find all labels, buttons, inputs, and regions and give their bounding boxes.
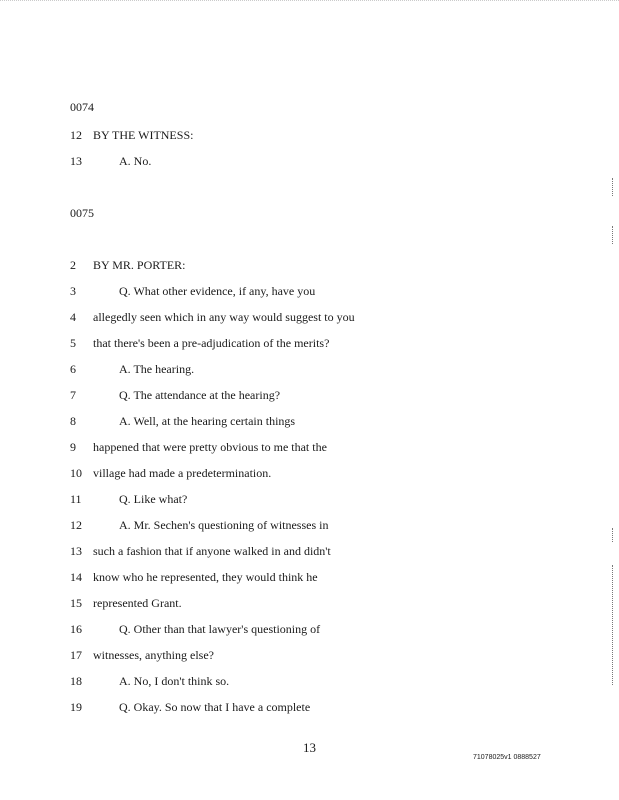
transcript-line <box>70 544 331 559</box>
line-number: 13 <box>70 154 82 168</box>
line-number: 17 <box>70 648 82 662</box>
line-text: represented Grant. <box>93 596 182 610</box>
scan-edge-marks <box>612 226 615 244</box>
transcript-line <box>70 440 327 455</box>
transcript-line <box>70 154 151 169</box>
line-text: A. Mr. Sechen's questioning of witnesses in <box>119 518 329 532</box>
line-text: Q. Other than that lawyer's questioning of <box>119 622 321 636</box>
line-number: 3 <box>70 284 76 298</box>
transcript-line <box>70 674 229 689</box>
transcript-line <box>70 284 315 299</box>
line-text: BY MR. PORTER: <box>93 258 186 272</box>
line-text: Q. The attendance at the hearing? <box>119 388 281 402</box>
line-text: village had made a predetermination. <box>93 466 272 480</box>
transcript-line <box>70 622 320 637</box>
line-text: A. No. <box>119 154 152 168</box>
footer-page-number: 13 <box>303 740 316 755</box>
line-number: 9 <box>70 440 76 454</box>
line-text: Q. Okay. So now that I have a complete <box>119 700 311 714</box>
line-number: 13 <box>70 544 82 558</box>
line-text: Q. What other evidence, if any, have you <box>119 284 316 298</box>
line-text: witnesses, anything else? <box>93 648 214 662</box>
transcript-line <box>70 362 194 377</box>
line-number: 8 <box>70 414 76 428</box>
line-number: 14 <box>70 570 82 584</box>
transcript-line <box>70 336 329 351</box>
transcript-line <box>70 414 295 429</box>
line-number: 5 <box>70 336 76 350</box>
line-text: know who he represented, they would think he <box>93 570 318 584</box>
line-text: BY THE WITNESS: <box>93 128 194 142</box>
line-number: 12 <box>70 518 82 532</box>
transcript-line <box>70 128 193 143</box>
transcript-line <box>70 466 271 481</box>
transcript-line <box>70 648 214 663</box>
transcript-page-number: 0075 <box>70 206 94 220</box>
transcript-page-number: 0074 <box>70 100 94 114</box>
transcript-line <box>70 310 355 325</box>
line-number: 7 <box>70 388 76 402</box>
line-text: A. Well, at the hearing certain things <box>119 414 296 428</box>
line-text: allegedly seen which in any way would suggest to you <box>93 310 355 324</box>
scan-edge-marks <box>612 528 615 542</box>
line-text: A. The hearing. <box>119 362 195 376</box>
line-number: 12 <box>70 128 82 142</box>
transcript-line <box>70 258 186 273</box>
line-number: 6 <box>70 362 76 376</box>
line-text: that there's been a pre-adjudication of the merits? <box>93 336 330 350</box>
document-id: 71078025v1 0888527 <box>473 754 541 761</box>
scan-edge-marks <box>612 178 615 196</box>
line-number: 16 <box>70 622 82 636</box>
scan-noise <box>0 0 619 5</box>
line-number: 11 <box>70 492 82 506</box>
transcript-line <box>70 570 318 585</box>
transcript-line <box>70 492 187 507</box>
line-number: 15 <box>70 596 82 610</box>
line-number: 19 <box>70 700 82 714</box>
transcript-line <box>70 700 310 715</box>
line-text: happened that were pretty obvious to me that the <box>93 440 327 454</box>
transcript-line <box>70 388 280 403</box>
transcript-line <box>70 518 328 533</box>
line-text: A. No, I don't think so. <box>119 674 230 688</box>
line-number: 10 <box>70 466 82 480</box>
line-number: 4 <box>70 310 76 324</box>
scan-edge-marks <box>612 565 615 685</box>
line-text: Q. Like what? <box>119 492 188 506</box>
line-number: 2 <box>70 258 76 272</box>
line-text: such a fashion that if anyone walked in and didn't <box>93 544 331 558</box>
line-number: 18 <box>70 674 82 688</box>
transcript-line <box>70 596 182 611</box>
